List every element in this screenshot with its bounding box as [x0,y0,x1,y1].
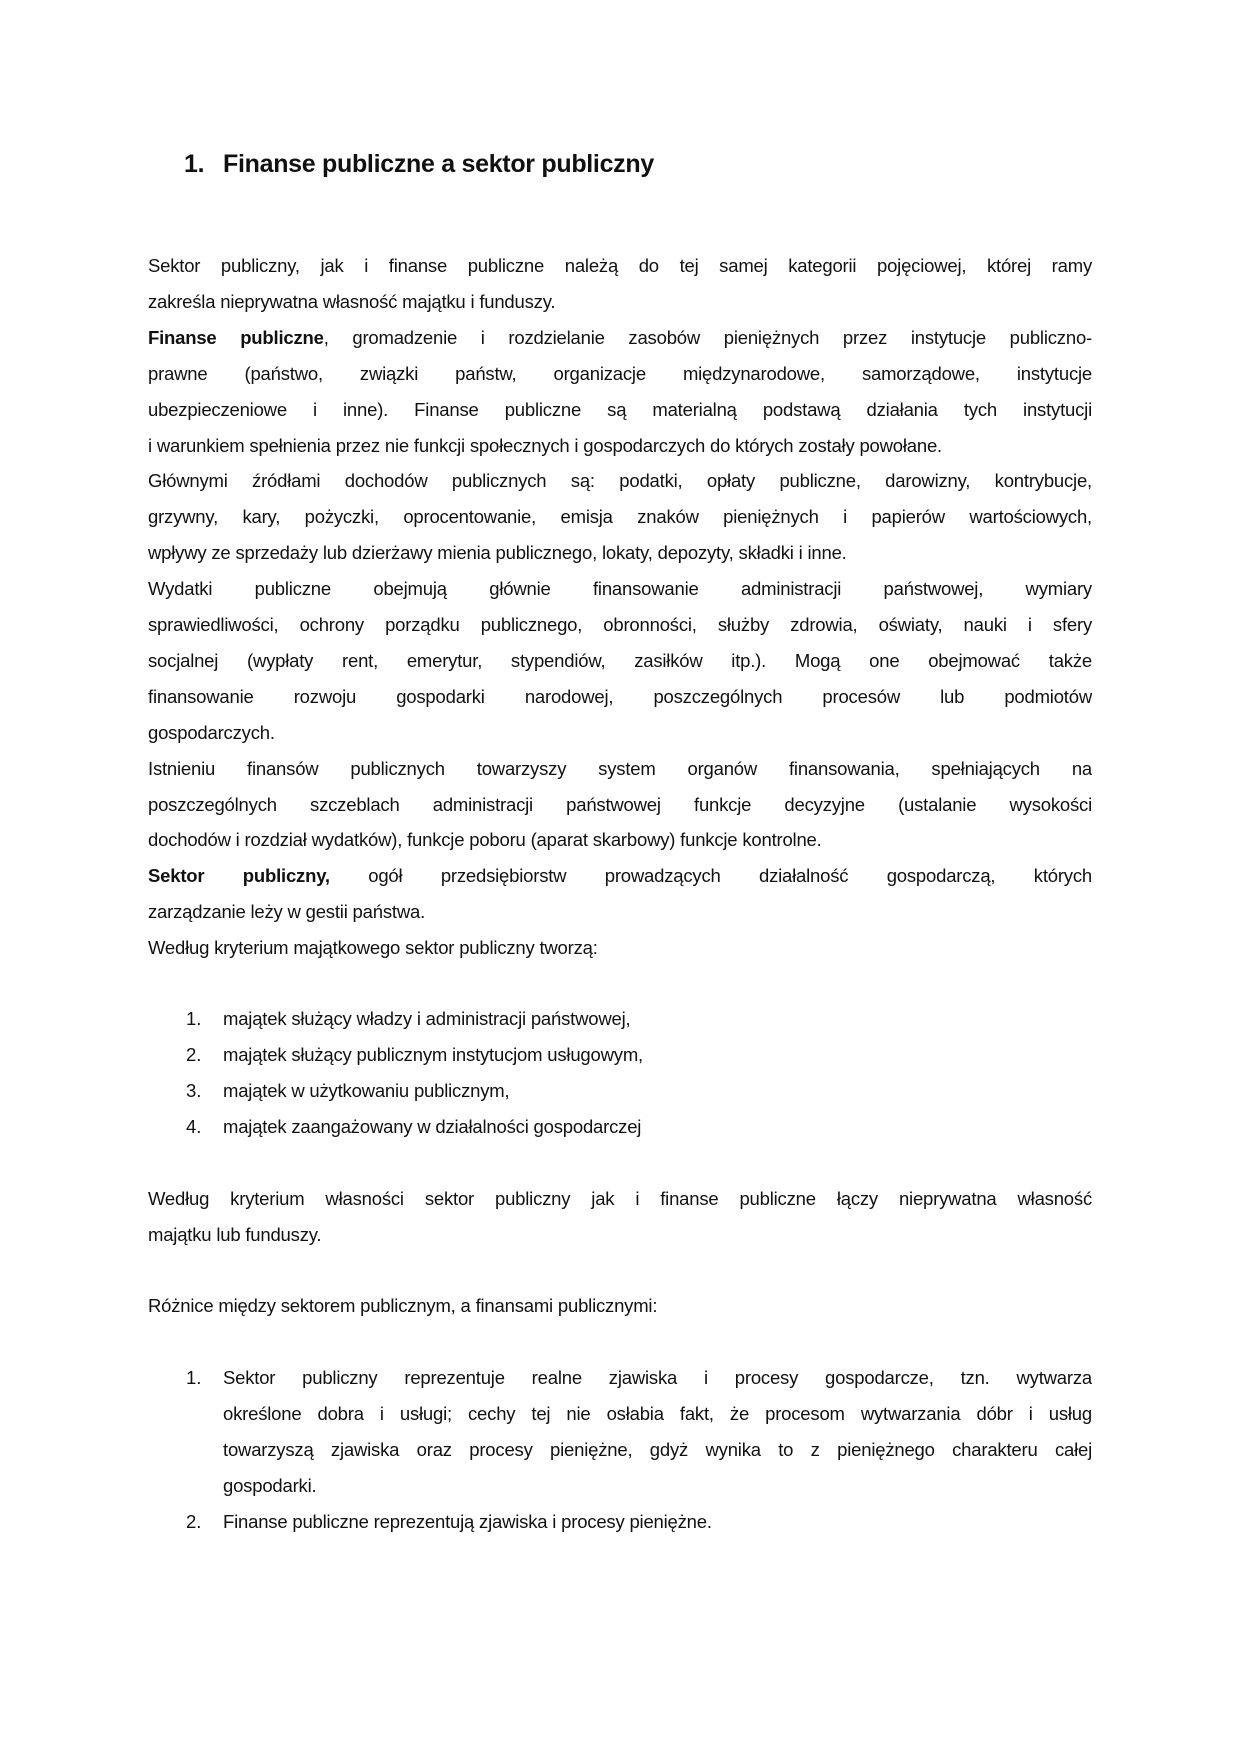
list-item-line [223,1432,1092,1468]
paragraph-line [148,1181,1092,1217]
line-text: i warunkiem spełnienia przez nie funkcji społecznych i gospodarczych do których zostały powołane. [148,434,942,456]
list-number: 3. [186,1079,202,1101]
line-text: majątek służący publicznym instytucjom usługowym, [223,1043,643,1065]
paragraph-line [148,679,1092,715]
line-text: Sektor publiczny reprezentuje realne zjawiska i procesy gospodarcze, tzn. wytwarza [223,1367,1092,1388]
paragraph-line [148,1217,321,1253]
line-text: Wydatki publiczne obejmują głównie finansowanie administracji państwowej, wymiary [148,578,1092,600]
list-number: 4. [186,1115,202,1137]
line-text: Głównymi źródłami dochodów publicznych są: podatki, opłaty publiczne, darowizny, kontrybucje, [148,470,1092,492]
line-text: grzywny, kary, pożyczki, oprocentowanie, emisja znaków pieniężnych i papierów wartościowych, [148,506,1092,528]
line-text: Istnieniu finansów publicznych towarzyszy system organów finansowania, spełniających na [148,757,1092,779]
list-item-line [223,1360,1092,1396]
line-text: zakreśla nieprywatna własność majątku i funduszy. [148,290,556,312]
line-text: Finanse publiczne reprezentują zjawiska i procesy pieniężne. [223,1510,712,1532]
section-heading [184,150,654,179]
list-number: 1. [186,1008,202,1029]
paragraph-line [148,535,847,571]
paragraph-line [148,428,942,464]
line-text: socjalnej (wypłaty rent, emerytur, stypendiów, zasiłków itp.). Mogą one obejmować także [148,649,1092,671]
paragraph-line [148,499,1092,535]
line-text: wpływy ze sprzedaży lub dzierżawy mienia publicznego, lokaty, depozyty, składki i inne. [148,542,847,564]
line-text: majątek służący władzy i administracji państwowej, [223,1008,631,1029]
line-text: , gromadzenie i rozdzielanie zasobów pieniężnych przez instytucje publiczno- [323,326,1092,348]
paragraph-line [148,930,598,966]
list-item-line [223,1504,712,1540]
line-text: sprawiedliwości, ochrony porządku publicznego, obronności, służby zdrowia, oświaty, nauki i sfery [148,614,1092,635]
line-text: Według kryterium własności sektor publiczny jak i finanse publiczne łączy nieprywatna własność [148,1188,1092,1209]
line-text: Sektor publiczny, jak i finanse publiczne należą do tej samej kategorii pojęciowej, której ramy [148,255,1092,276]
paragraph-line [148,751,1092,787]
list-item [223,1109,641,1145]
list-number: 1. [186,1367,202,1388]
line-text: towarzyszą zjawiska oraz procesy pieniężne, gdyż wynika to z pieniężnego charakteru całej [223,1438,1092,1460]
list-item-line [223,1396,1092,1432]
line-text: poszczególnych szczeblach administracji państwowej funkcje decyzyjne (ustalanie wysokości [148,793,1092,815]
paragraph-line [148,643,1092,679]
paragraph-line [148,356,1092,392]
paragraph-line [148,248,1092,284]
paragraph-line [148,787,1092,823]
list-item [223,1001,630,1037]
paragraph-line [148,715,275,751]
line-text: ogół przedsiębiorstw prowadzących działalność gospodarczą, których [329,865,1092,887]
bold-term: Finanse publiczne [148,326,324,348]
list-number: 2. [186,1510,202,1532]
paragraph-line [148,571,1092,607]
line-text: prawne (państwo, związki państw, organizacje międzynarodowe, samorządowe, instytucje [148,362,1092,384]
list-item [223,1037,643,1073]
paragraph-line [148,320,1092,356]
paragraph-line [148,284,555,320]
line-text: zarządzanie leży w gestii państwa. [148,901,426,923]
list-item [223,1073,509,1109]
heading-number: 1. [184,150,205,178]
paragraph-line [148,894,425,930]
line-text: finansowanie rozwoju gospodarki narodowej, poszczególnych procesów lub podmiotów [148,685,1092,707]
list-number: 2. [186,1043,202,1065]
line-text: dochodów i rozdział wydatków), funkcje poboru (aparat skarbowy) funkcje kontrolne. [148,829,822,851]
differences-intro: Różnice między sektorem publicznym, a finansami publicznymi: [148,1295,658,1316]
line-text: majątku lub funduszy. [148,1223,322,1245]
bold-term: Sektor publiczny, [148,865,330,887]
paragraph-line [148,392,1092,428]
paragraph-line [148,858,1092,894]
line-text: określone dobra i usługi; cechy tej nie osłabia fakt, że procesom wytwarzania dóbr i usług [223,1402,1092,1424]
heading-title: Finanse publiczne a sektor publiczny [223,150,654,178]
paragraph-line [148,607,1092,643]
line-text: majątek w użytkowaniu publicznym, [223,1079,510,1101]
paragraph-line [148,822,822,858]
list-item-line [223,1468,316,1504]
line-text: ubezpieczeniowe i inne). Finanse publiczne są materialną podstawą działania tych instytucji [148,398,1092,420]
line-text: gospodarki. [223,1474,317,1496]
paragraph-line [148,463,1092,499]
line-text: Według kryterium majątkowego sektor publiczny tworzą: [148,937,598,959]
line-text: gospodarczych. [148,721,275,743]
line-text: majątek zaangażowany w działalności gospodarczej [223,1115,642,1137]
